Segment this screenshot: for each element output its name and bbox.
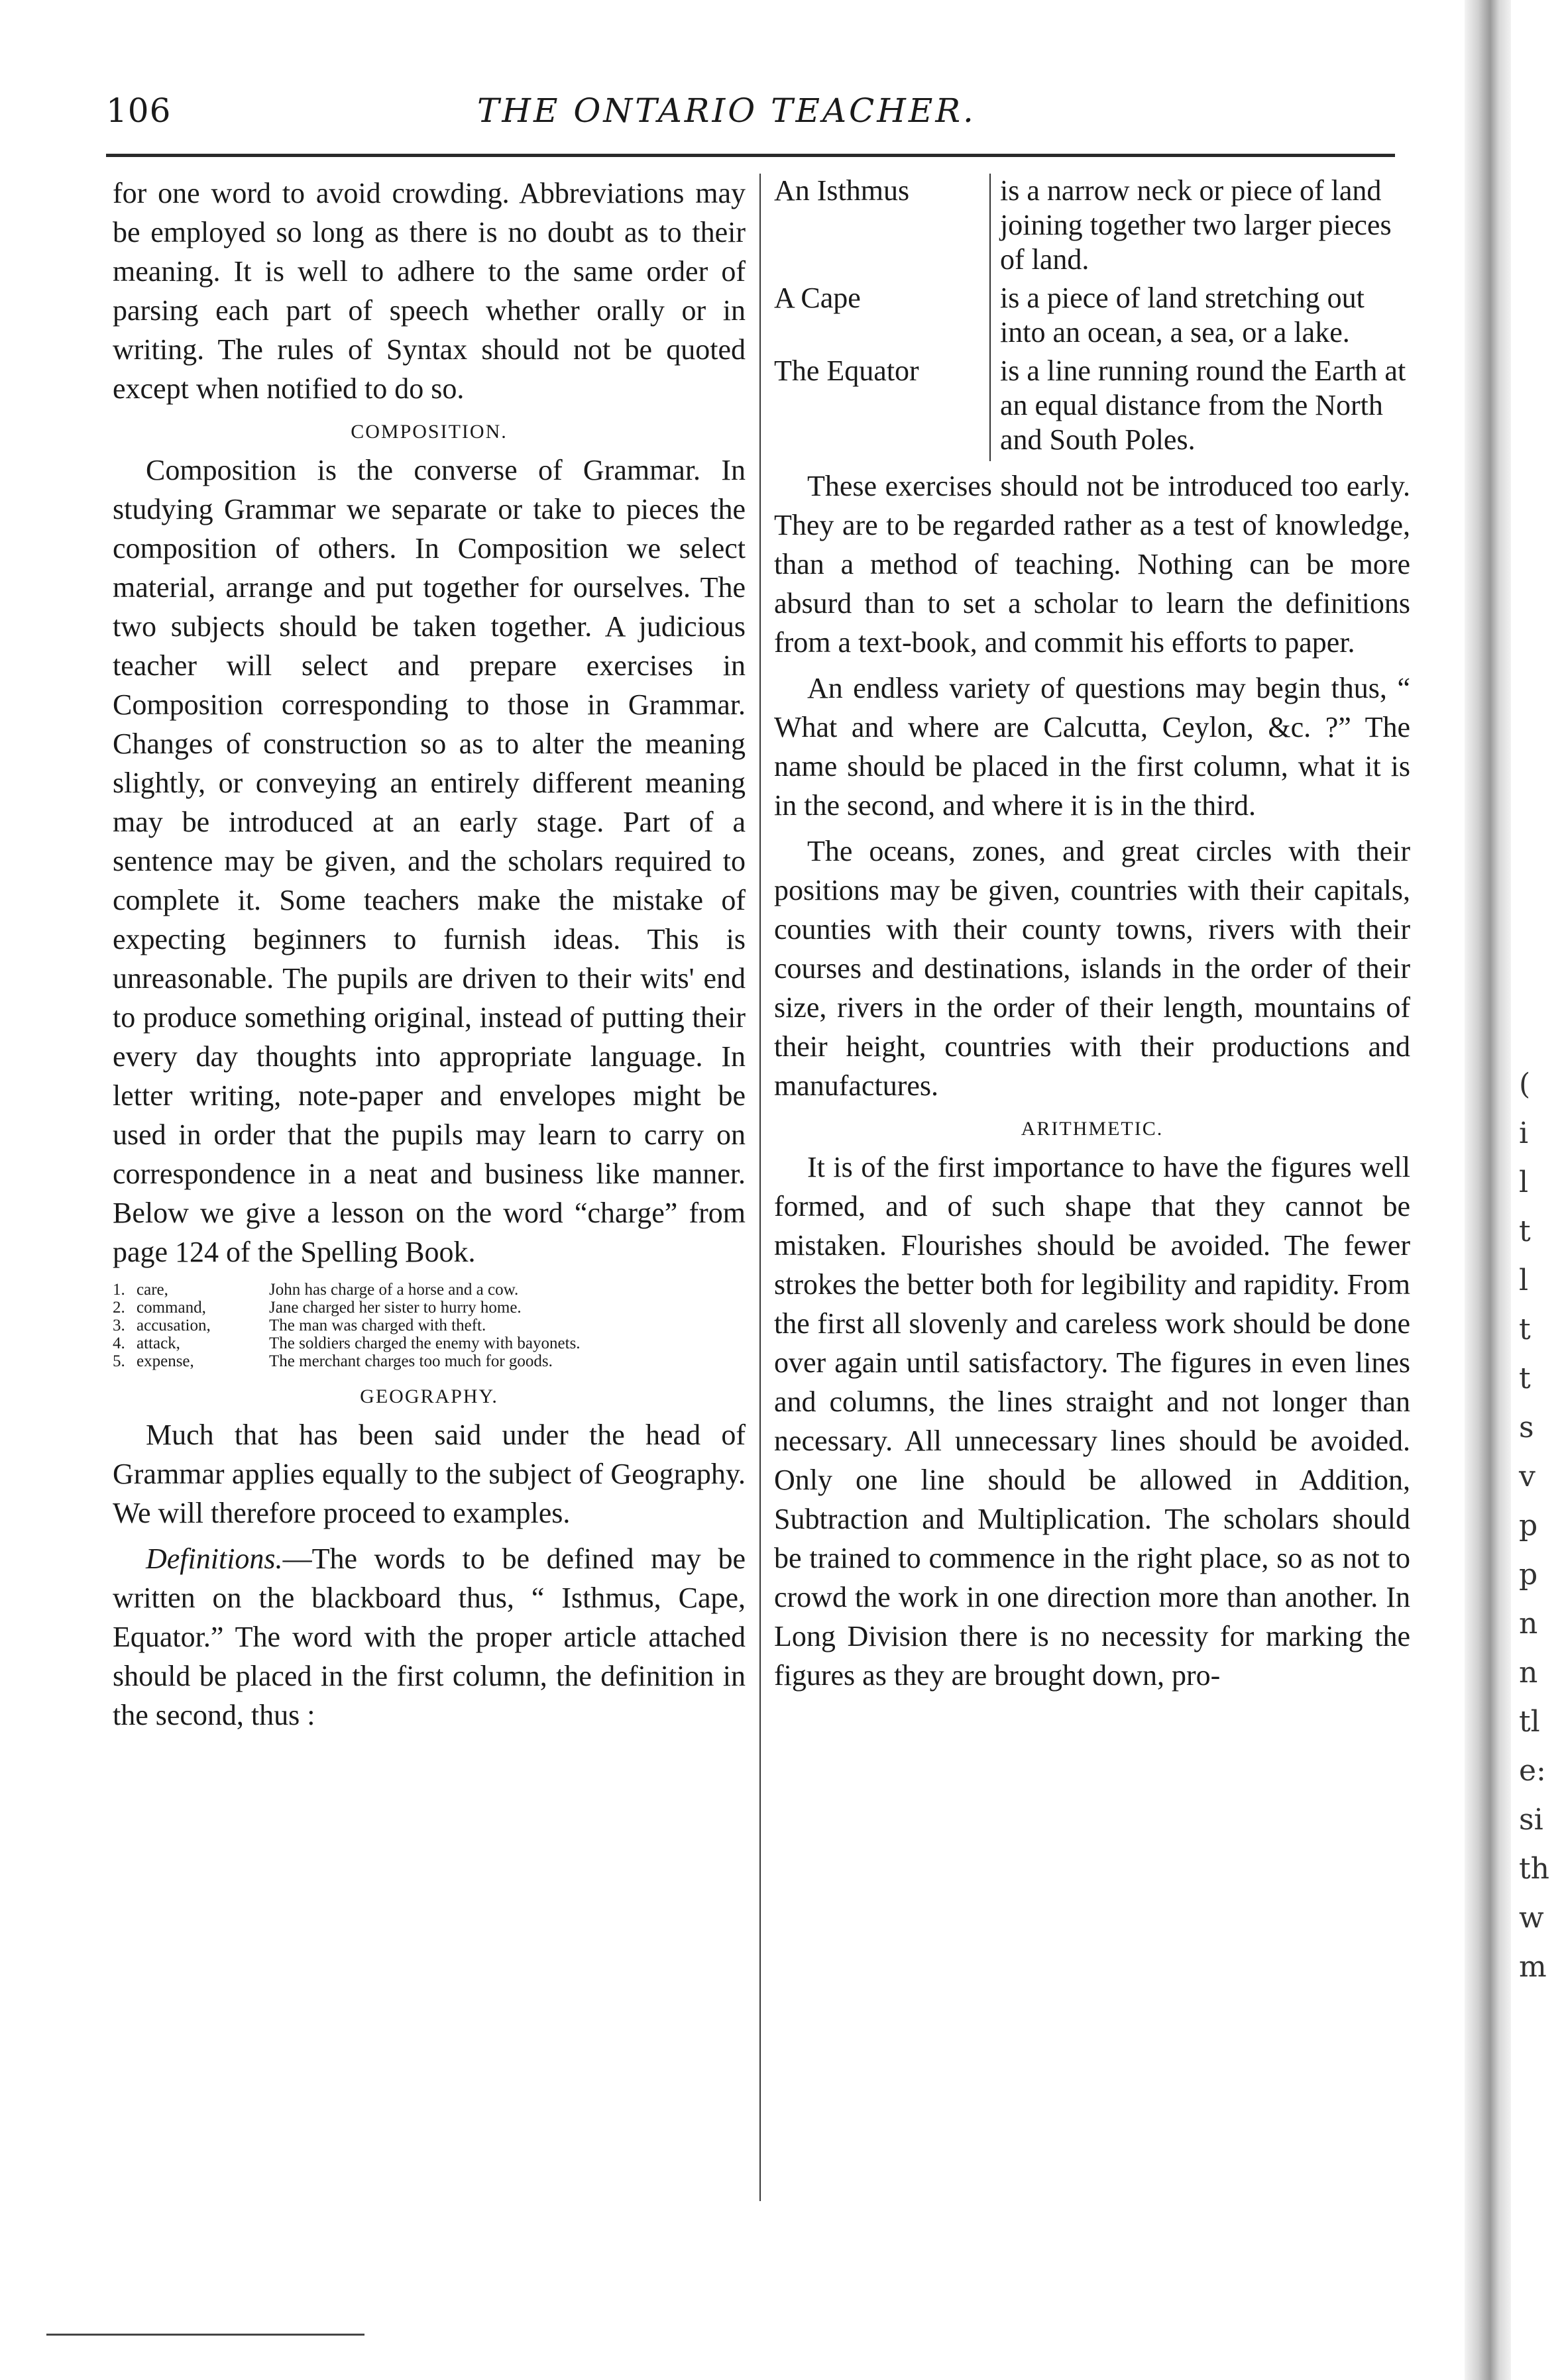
lesson-word: accusation, bbox=[137, 1317, 211, 1334]
lesson-word: attack, bbox=[137, 1334, 180, 1352]
lesson-word: command, bbox=[137, 1299, 206, 1317]
lesson-number: 3. bbox=[113, 1317, 125, 1334]
fragment-letter: t bbox=[1519, 1215, 1531, 1248]
column-divider bbox=[759, 174, 761, 2201]
fragment-letter: n bbox=[1519, 1607, 1538, 1641]
definition-text: is a narrow neck or piece of land joining together two larger pieces of land. bbox=[990, 174, 1410, 281]
fragment-letter: tl bbox=[1519, 1705, 1540, 1739]
paragraph-definitions bbox=[113, 1539, 746, 1735]
definition-term: An Isthmus bbox=[774, 174, 910, 207]
definition-row bbox=[774, 174, 1410, 281]
left-column bbox=[113, 174, 746, 1741]
definitions-table bbox=[774, 174, 1410, 461]
definition-row bbox=[774, 354, 1410, 461]
page-number: 106 bbox=[106, 91, 172, 130]
lesson-word: expense, bbox=[137, 1352, 194, 1370]
page-header bbox=[106, 85, 1405, 151]
lesson-example: The soldiers charged the enemy with bayonets. bbox=[269, 1334, 581, 1352]
paragraph-geography: Much that has been said under the head of Grammar applies equally to the subject of Geography. We will therefore proceed to examples. bbox=[113, 1419, 746, 1529]
running-title: THE ONTARIO TEACHER. bbox=[477, 91, 976, 130]
definitions-text: —The words to be defined may be written on the blackboard thus, “ Isthmus, Cape, Equator.” The word with the proper article attached should be placed in the first column, the definition in the second, thus : bbox=[113, 1542, 746, 1731]
fragment-letter: th bbox=[1519, 1852, 1550, 1886]
definitions-lead: Definitions. bbox=[146, 1542, 283, 1575]
fragment-letter: m bbox=[1519, 1950, 1547, 1984]
fragment-letter: s bbox=[1519, 1411, 1534, 1444]
lesson-row bbox=[113, 1317, 746, 1334]
lesson-number: 5. bbox=[113, 1352, 125, 1370]
fragment-letter: ( bbox=[1519, 1067, 1531, 1101]
composition-heading: COMPOSITION. bbox=[351, 421, 508, 443]
page-gutter-edge bbox=[1465, 0, 1511, 2380]
lesson-example: John has charge of a horse and a cow. bbox=[269, 1281, 519, 1299]
definition-text: is a piece of land stretching out into an ocean, a sea, or a lake. bbox=[990, 281, 1410, 354]
fragment-letter: p bbox=[1519, 1558, 1538, 1592]
fragment-letter: w bbox=[1519, 1901, 1544, 1935]
geography-heading: GEOGRAPHY. bbox=[360, 1385, 498, 1407]
fragment-letter: p bbox=[1519, 1509, 1538, 1542]
fragment-letter: i bbox=[1519, 1116, 1529, 1150]
definition-term: The Equator bbox=[774, 354, 919, 387]
fragment-letter: e: bbox=[1519, 1754, 1546, 1788]
fragment-letter: t bbox=[1519, 1362, 1531, 1395]
arithmetic-heading: ARITHMETIC. bbox=[1021, 1118, 1164, 1140]
right-column bbox=[774, 174, 1410, 1702]
lesson-row bbox=[113, 1281, 746, 1299]
lesson-number: 1. bbox=[113, 1281, 125, 1299]
lesson-word: care, bbox=[137, 1281, 168, 1299]
lesson-row bbox=[113, 1299, 746, 1317]
fragment-letter: l bbox=[1519, 1264, 1529, 1297]
definition-row bbox=[774, 281, 1410, 354]
lesson-example: The man was charged with theft. bbox=[269, 1317, 486, 1334]
definition-text: is a line running round the Earth at an equal distance from the North and South Poles. bbox=[990, 354, 1410, 461]
paragraph-composition: Composition is the converse of Grammar. In studying Grammar we separate or take to pieces the composition of others. In Composition we select material, arrange and put together for ourselves. The two subjects should be taken together. A judicious teacher will select and prepare exercises in Composition corresponding to those in Grammar. Changes of construction so as to alter the meaning slightly, or conveying an entirely different meaning may be introduced at an early stage. Part of a sentence may be given, and the scholars required to complete it. Some teachers make the mistake of expecting beginners to furnish ideas. This is unreasonable. The pupils are driven to their wits' end to produce something original, instead of putting their every day thoughts into appropriate language. In letter writing, note-paper and envelopes might be used in order that the pupils may learn to carry on correspondence in a neat and business like manner. Below we give a lesson on the word “charge” from page 124 of the Spelling Book. bbox=[113, 454, 746, 1268]
charge-lesson bbox=[113, 1281, 746, 1370]
fragment-letter: l bbox=[1519, 1165, 1529, 1199]
paragraph-arithmetic: It is of the first importance to have the figures well formed, and of such shape that they cannot be mistaken. Flourishes should be avoided. The fewer strokes the better both for legibility and rapidity. From the first all slovenly and careless work should be done over again until satisfactory. The figures in even lines and columns, the lines straight and not longer than necessary. All unnecessary lines should be avoided. Only one line should be allowed in Addition, Subtraction and Multiplication. The scholars should be trained to commence in the right place, so as not to crowd the work in one direction more than another. In Long Division there is no necessity for marking the figures as they are brought down, pro- bbox=[774, 1151, 1410, 1692]
fragment-letter: v bbox=[1519, 1460, 1536, 1493]
fragment-letter: n bbox=[1519, 1656, 1538, 1690]
next-page-fragment bbox=[1519, 1060, 1559, 1992]
paragraph-parsing: for one word to avoid crowding. Abbreviations may be employed so long as there is no doubt as to their meaning. It is well to adhere to the same order of parsing each part of speech whether orally or in writing. The rules of Syntax should not be quoted except when notified to do so. bbox=[113, 177, 746, 405]
lesson-row bbox=[113, 1334, 746, 1352]
lesson-example: The merchant charges too much for goods. bbox=[269, 1352, 553, 1370]
fragment-letter: si bbox=[1519, 1803, 1543, 1837]
lesson-row bbox=[113, 1352, 746, 1370]
paragraph-exercises: These exercises should not be introduced too early. They are to be regarded rather as a test of knowledge, than a method of teaching. Nothing can be more absurd than to set a scholar to learn the definitions from a text-book, and commit his efforts to paper. bbox=[774, 470, 1410, 659]
paragraph-questions: An endless variety of questions may begin thus, “ What and where are Calcutta, Ceylon, &c. ?” The name should be placed in the first column, what it is in the second, and where it is in the third. bbox=[774, 672, 1410, 822]
paragraph-oceans: The oceans, zones, and great circles with their positions may be given, countries with their capitals, counties with their county towns, rivers with their courses and destinations, islands in the order of their size, rivers in the order of their length, mountains of their height, countries with their productions and manufactures. bbox=[774, 835, 1410, 1102]
lesson-number: 2. bbox=[113, 1299, 125, 1317]
lesson-example: Jane charged her sister to hurry home. bbox=[269, 1299, 522, 1317]
lesson-number: 4. bbox=[113, 1334, 125, 1352]
header-rule bbox=[106, 154, 1395, 157]
definition-term: A Cape bbox=[774, 282, 861, 314]
fragment-letter: t bbox=[1519, 1313, 1531, 1346]
footer-rule bbox=[46, 2334, 364, 2336]
